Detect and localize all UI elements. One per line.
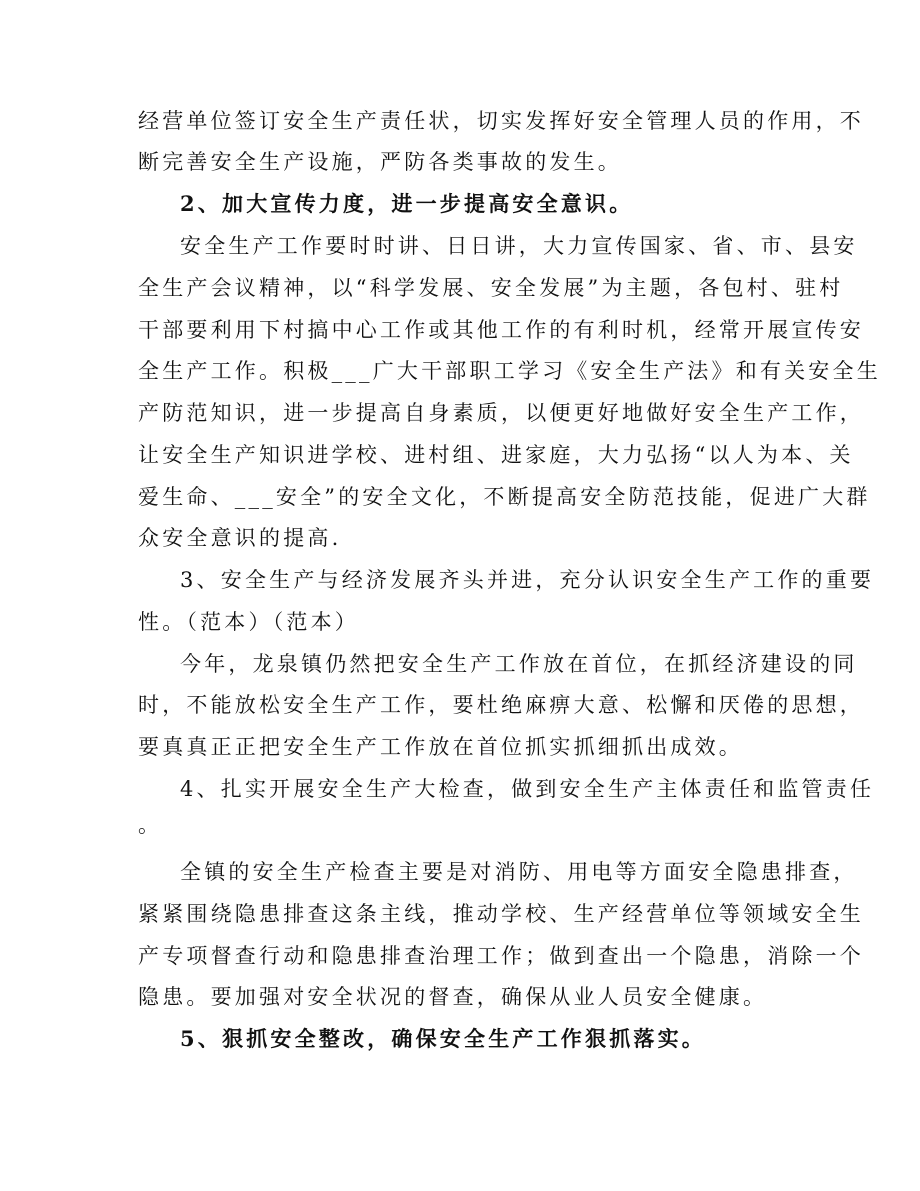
section-heading-4-continuation: 。: [138, 813, 163, 837]
paragraph-line: 干部要利用下村搞中心工作或其他工作的有利时机，经常开展宣传安: [138, 318, 864, 342]
paragraph-line: 爱生命、___安全”的安全文化，不断提高安全防范技能，促进广大群: [138, 485, 871, 509]
paragraph-line: 全镇的安全生产检查主要是对消防、用电等方面安全隐患排查，: [180, 860, 858, 884]
paragraph-line: 紧紧围绕隐患排查这条主线，推动学校、生产经营单位等领域安全生: [138, 902, 864, 926]
paragraph-line: 隐患。要加强对安全状况的督查，确保从业人员安全健康。: [138, 985, 768, 1009]
section-heading-3: 3、安全生产与经济发展齐头并进，充分认识安全生产工作的重要: [180, 568, 875, 592]
section-heading-2: 2、加大宣传力度，进一步提高安全意识。: [180, 191, 634, 216]
section-heading-3-continuation: 性。（范本）（范本）: [138, 610, 359, 634]
paragraph-line: 时，不能放松安全生产工作，要杜绝麻痹大意、松懈和厌倦的思想，: [138, 693, 864, 717]
section-heading-5: 5、狠抓安全整改，确保安全生产工作狠抓落实。: [180, 1026, 707, 1051]
paragraph-line: 安全生产工作要时时讲、日日讲，大力宣传国家、省、市、县安: [180, 234, 858, 258]
paragraph-line: 要真真正正把安全生产工作放在首位抓实抓细抓出成效。: [138, 735, 743, 759]
paragraph-line: 让安全生产知识进学校、进村组、进家庭，大力弘扬“以人为本、关: [138, 443, 854, 467]
paragraph-line: 产专项督查行动和隐患排查治理工作；做到查出一个隐患，消除一个: [138, 944, 864, 968]
paragraph-line: 全生产会议精神，以“科学发展、安全发展”为主题，各包村、驻村: [138, 276, 844, 300]
paragraph-line: 今年，龙泉镇仍然把安全生产工作放在首位，在抓经济建设的同: [180, 652, 858, 676]
paragraph-line: 全生产工作。积极___广大干部职工学习《安全生产法》和有关安全生: [138, 359, 881, 383]
paragraph-line: 产防范知识，进一步提高自身素质，以便更好地做好安全生产工作，: [138, 401, 864, 425]
paragraph-line: 经营单位签订安全生产责任状，切实发挥好安全管理人员的作用，不: [138, 109, 864, 133]
paragraph-line: 众安全意识的提高.: [138, 526, 342, 550]
section-heading-4: 4、扎实开展安全生产大检查，做到安全生产主体责任和监管责任: [180, 777, 875, 801]
paragraph-line: 断完善安全生产设施，严防各类事故的发生。: [138, 150, 622, 174]
